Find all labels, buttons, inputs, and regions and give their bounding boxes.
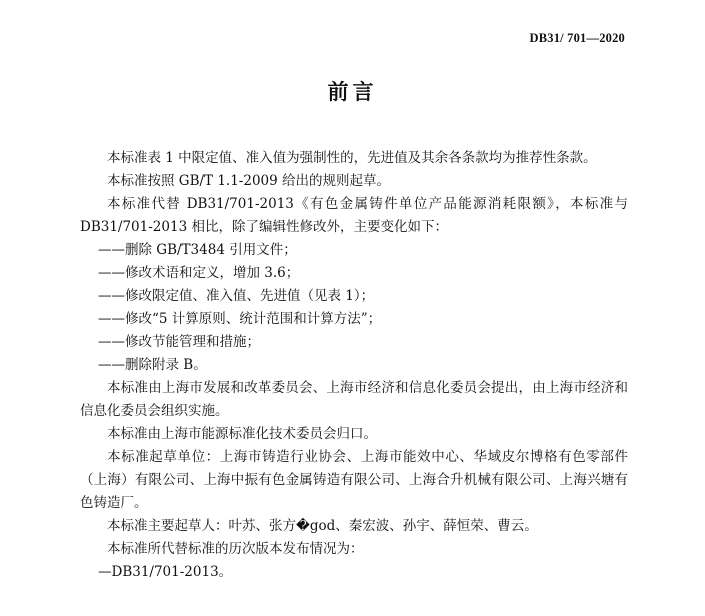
change-item: ——修改节能管理和措施；	[98, 334, 260, 350]
change-item: ——修改“5 计算原则、统计范围和计算方法”；	[98, 311, 382, 327]
history-item: —DB31/701-2013。	[98, 564, 233, 580]
paragraph-drafters: 本标准主要起草人：叶苏、张方�god、秦宏波、孙宇、薛恒荣、曹云。	[107, 518, 538, 534]
document-code: DB31/ 701—2020	[529, 31, 625, 45]
paragraph-technical-committee: 本标准由上海市能源标准化技术委员会归口。	[107, 426, 377, 442]
foreword-body	[80, 147, 628, 584]
page-title: 前言	[327, 80, 378, 104]
change-item: ——修改术语和定义，增加 3.6；	[98, 265, 300, 281]
paragraph-drafting-rules: 本标准按照 GB/T 1.1-2009 给出的规则起草。	[107, 173, 391, 189]
paragraph-proposer: 本标准由上海市发展和改革委员会、上海市经济和信息化委员会提出，由上海市经济和信息化委员会组织实施。	[80, 380, 628, 419]
paragraph-history-intro: 本标准所代替标准的历次版本发布情况为：	[107, 541, 364, 557]
paragraph-replacement: 本标准代替 DB31/701-2013《有色金属铸件单位产品能源消耗限额》，本标准与DB31/701-2013 相比，除了编辑性修改外，主要变化如下：	[80, 196, 628, 235]
paragraph-drafting-units: 本标准起草单位：上海市铸造行业协会、上海市能效中心、华域皮尔博格有色零部件（上海）有限公司、上海中振有色金属铸造有限公司、上海合升机械有限公司、上海兴塘有色铸造厂。	[80, 449, 628, 511]
change-item: ——删除附录 B。	[98, 357, 207, 373]
paragraph-mandatory-clauses: 本标准表 1 中限定值、准入值为强制性的，先进值及其余各条款均为推荐性条款。	[107, 150, 597, 166]
change-item: ——修改限定值、准入值、先进值（见表 1）；	[98, 288, 375, 304]
change-item: ——删除 GB/T3484 引用文件；	[98, 242, 297, 258]
